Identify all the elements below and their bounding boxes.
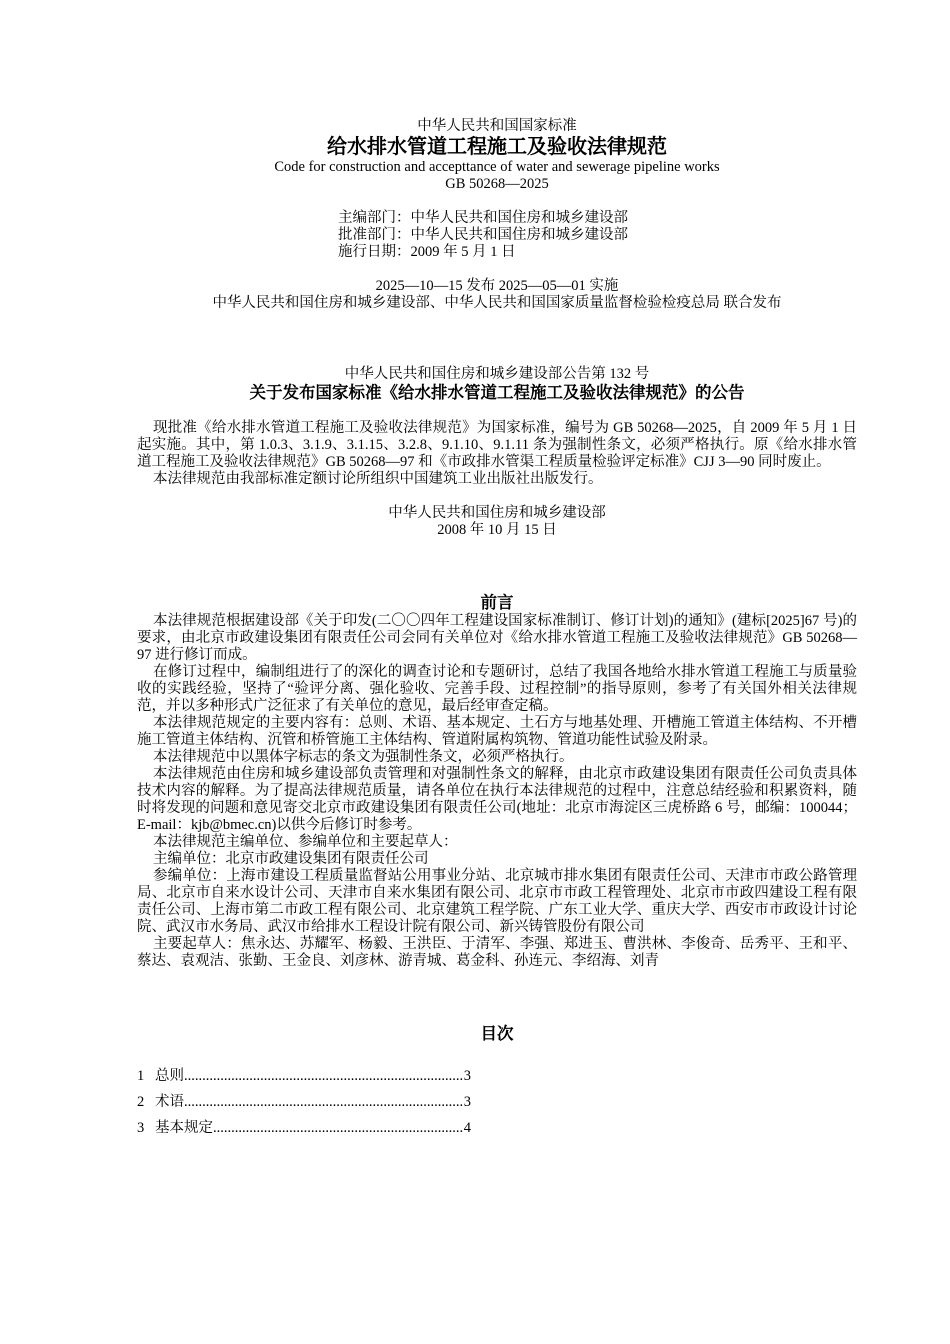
announcement-number: 中华人民共和国住房和城乡建设部公告第 132 号	[344, 366, 650, 382]
english-title: Code for construction and accepttance of water and sewerage pipeline works	[274, 159, 720, 175]
announcement-date: 2008 年 10 月 15 日	[437, 522, 557, 538]
meta-effective-date: 施行日期：2009 年 5 月 1 日	[338, 244, 516, 260]
toc-item-page: 4	[463, 1120, 471, 1136]
announcement-paragraph: 本法律规范由我部标准定额讨论所组织中国建筑工业出版社出版发行。	[153, 471, 603, 487]
preface-paragraph: 参编单位：上海市建设工程质量监督站公用事业分站、北京城市排水集团有限责任公司、天津市市政公路管理局、北京市自来水设计公司、天津市自来水集团有限公司、北京市市政工程管理处、北京市市政四建设工程有限责任公司、上海市第二市政工程有限公司、北京建筑工程学院、广东工业大学、重庆大学、西安市市政设计讨论院、武汉市水务局、武汉市给排水工程设计院有限公司、新兴铸管股份有限公司	[137, 868, 857, 935]
preface-paragraph: 本法律规范规定的主要内容有：总则、术语、基本规定、土石方与地基处理、开槽施工管道主体结构、不开槽施工管道主体结构、沉管和桥管施工主体结构、管道附属构筑物、管道功能性试验及附录。	[137, 715, 857, 748]
toc-item[interactable]	[137, 1068, 471, 1085]
toc-item-page: 3	[463, 1094, 471, 1110]
toc-item-number: 2	[137, 1094, 145, 1110]
toc-item-title: 总则	[155, 1068, 184, 1084]
preface-paragraph: 本法律规范由住房和城乡建设部负责管理和对强制性条文的解释，由北京市政建设集团有限责任公司负责具体技术内容的解释。为了提高法律规范质量，请各单位在执行本法律规范的过程中，注意总结经验和积累资料，随时将发现的问题和意见寄交北京市政建设集团有限责任公司(地址：北京市海淀区三虎桥路 6 号，邮编：100044；E-mail：kjb@bmec.cn)以供今后修订时参考。	[137, 766, 857, 833]
preface-paragraph: 本法律规范主编单位、参编单位和主要起草人：	[153, 834, 458, 850]
joint-publishers: 中华人民共和国住房和城乡建设部、中华人民共和国国家质量监督检验检疫总局 联合发布	[212, 295, 782, 311]
toc-heading: 目次	[480, 1024, 514, 1043]
toc-item-title: 术语	[155, 1094, 184, 1110]
preface-paragraph: 主要起草人：焦永达、苏耀军、杨毅、王洪臣、于清军、李强、郑进玉、曹洪林、李俊奇、岳秀平、王和平、蔡达、袁观洁、张勤、王金良、刘彦林、游青城、葛金科、孙连元、李绍海、刘青	[137, 936, 857, 969]
document-page	[137, 118, 857, 1137]
toc-leader-dots	[184, 1094, 464, 1111]
announcement-title: 关于发布国家标准《给水排水管道工程施工及验收法律规范》的公告	[249, 383, 745, 402]
issuer-line: 中华人民共和国国家标准	[417, 118, 577, 134]
toc-item[interactable]	[137, 1120, 471, 1137]
issue-dates: 2025—10—15 发布 2025—05—01 实施	[375, 278, 619, 294]
toc-item-number: 1	[137, 1068, 145, 1084]
preface-paragraph: 本法律规范根据建设部《关于印发(二〇〇四年工程建设国家标准制订、修订计划)的通知》(建标[2025]67 号)的要求，由北京市政建设集团有限责任公司会同有关单位对《给水排水管道工程施工及验收法律规范》GB 50268—97 进行修订而成。	[137, 613, 857, 663]
toc-item-number: 3	[137, 1120, 145, 1136]
toc-item-title: 基本规定	[155, 1120, 213, 1136]
preface-paragraph: 主编单位：北京市政建设集团有限责任公司	[153, 851, 429, 867]
standard-code: GB 50268—2025	[445, 176, 549, 192]
toc-leader-dots	[213, 1120, 464, 1137]
meta-editor: 主编部门：中华人民共和国住房和城乡建设部	[338, 210, 628, 226]
preface-heading: 前言	[480, 593, 514, 612]
document-title: 给水排水管道工程施工及验收法律规范	[327, 136, 667, 158]
preface-paragraph: 本法律规范中以黑体字标志的条文为强制性条文，必须严格执行。	[153, 749, 574, 765]
preface-paragraph: 在修订过程中，编制组进行了的深化的调查讨论和专题研讨，总结了我国各地给水排水管道工程施工与质量验收的实践经验，坚持了“验评分离、强化验收、完善手段、过程控制”的指导原则，参考了有关国外相关法律规范，并以多种形式广泛征求了有关单位的意见，最后经审查定稿。	[137, 664, 857, 714]
toc-leader-dots	[184, 1068, 464, 1085]
meta-approver: 批准部门：中华人民共和国住房和城乡建设部	[338, 227, 628, 243]
announcement-paragraph: 现批准《给水排水管道工程施工及验收法律规范》为国家标准，编号为 GB 50268—2025，自 2009 年 5 月 1 日起实施。其中，第 1.0.3、3.1.9、3.1.15、3.2.8、9.1.10、9.1.11 条为强制性条文，必须严格执行。原《给水排水管道工程施工及验收法律规范》GB 50268—97 和《市政排水管渠工程质量检验评定标准》CJJ 3—90 同时废止。	[137, 420, 857, 470]
toc-item[interactable]	[137, 1094, 471, 1111]
announcement-signer: 中华人民共和国住房和城乡建设部	[388, 505, 606, 521]
toc-item-page: 3	[463, 1068, 471, 1084]
